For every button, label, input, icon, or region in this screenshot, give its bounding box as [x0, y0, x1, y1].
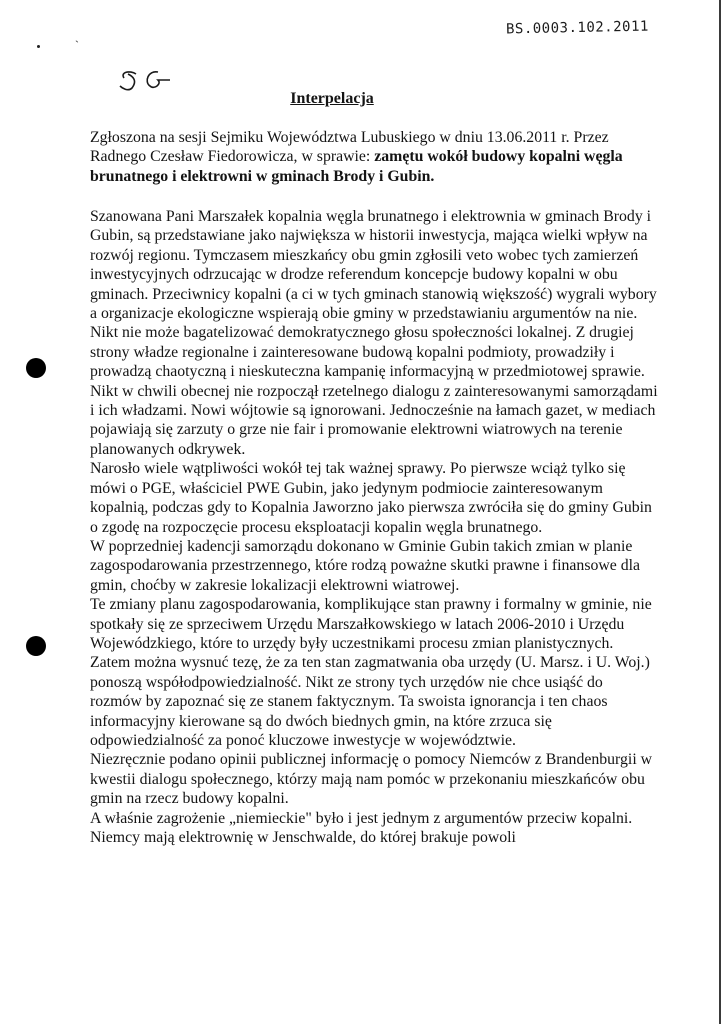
- paragraph: Niezręcznie podano opinii publicznej informację o pomocy Niemców z Brandenburgii w kwestii dialogu społecznego, którzy mają nam pomóc w przekonaniu mieszkańców obu gmin na rzecz budowy kopalni.: [90, 751, 653, 808]
- paragraph: Te zmiany planu zagospodarowania, komplikujące stan prawny i formalny w gminie, nie spotkały się ze sprzeciwem Urzędu Marszałkowskiego w latach 2006-2010 i Urzędu Wojewódzkiego, które to urzędy były uczestnikami procesu zmian planistycznych.: [90, 596, 652, 652]
- document-title: Interpelacja: [290, 90, 374, 107]
- document-body: [90, 207, 658, 847]
- intro-subject: zamętu wokół budowy kopalni węgla brunatnego i elektrowni w gminach Brody i Gubin.: [90, 148, 623, 185]
- paragraph: Zatem można wysnuć tezę, że za ten stan zagmatwania oba urzędy (U. Marsz. i U. Woj.) ponoszą współodpowiedzialność. Nikt ze strony tych urzędów nie chce usiąść do rozmów by zapoznać się ze stanem faktycznym. Ta swoista ignorancja i ten chaos informacyjny kierowane są do dwóch biednych gmin, na które zrzuca się odpowiedzialność za ponoć kluczowe inwestycje w województwie.: [90, 654, 650, 749]
- paragraph: Narosło wiele wątpliwości wokół tej tak ważnej sprawy. Po pierwsze wciąż tylko się mówi o PGE, właściciel PWE Gubin, jako jedynym podmiocie zainteresowanym kopalnią, podczas gdy to Kopalnia Jaworzno jako pierwsza zwróciła się do gminy Gubin o zgodę na rozpoczęcie procesu eksploatacji kopalin węgla brunatnego.: [90, 460, 652, 536]
- punch-hole-bottom: [26, 636, 46, 656]
- paragraph: Szanowana Pani Marszałek kopalnia węgla brunatnego i elektrownia w gminach Brody i Gubin, są przedstawiane jako największa w historii inwestycja, mająca wielki wpływ na rozwój regionu. Tymczasem mieszkańcy obu gmin zgłosili veto wobec tych zamierzeń inwestycyjnych odrzucając w drodze referendum koncepcje budowy kopalni w obu gminach. Przeciwnicy kopalni (a ci w tych gminach stanowią większość) wygrali wybory a organizacje ekologiczne wspierają obie gminy w przedstawianiu argumentów na nie. Nikt nie może bagatelizować demokratycznego głosu społeczności lokalnej. Z drugiej strony władze regionalne i zainteresowane budową kopalni podmioty, prowadziły i prowadzą chaotyczną i nieskuteczna kampanię informacyjną w przedmiotowej sprawie. Nikt w chwili obecnej nie rozpoczął rzetelnego dialogu z zainteresowanymi samorządami i ich władzami. Nowi wójtowie są ignorowani. Jednocześnie na łamach gazet, w mediach pojawiają się zarzuty o grze nie fair i promowanie elektrowni wiatrowych na terenie planowanych odkrywek.: [90, 208, 658, 458]
- scan-mark: [37, 45, 40, 48]
- intro-paragraph: [90, 128, 658, 186]
- paragraph: W poprzedniej kadencji samorządu dokonano w Gminie Gubin takich zmian w planie zagospodarowania przestrzennego, które rodzą poważne skutki prawne i finansowe dla gmin, choćby w zakresie lokalizacji elektrowni wiatrowej.: [90, 537, 641, 594]
- punch-hole-top: [26, 358, 46, 378]
- paragraph: A właśnie zagrożenie „niemieckie" było i jest jednym z argumentów przeciw kopalni. Niemcy mają elektrownię w Jenschwalde, do której brakuje powoli: [90, 809, 633, 846]
- intro-text: Zgłoszona na sesji Sejmiku Województwa Lubuskiego w dniu 13.06.2011 r. Przez Radnego Czesław Fiedorowicza, w sprawie:: [90, 129, 609, 166]
- reference-number: BS.0003.102.2011: [505, 18, 650, 38]
- scan-mark-tick: ˋ: [75, 38, 79, 52]
